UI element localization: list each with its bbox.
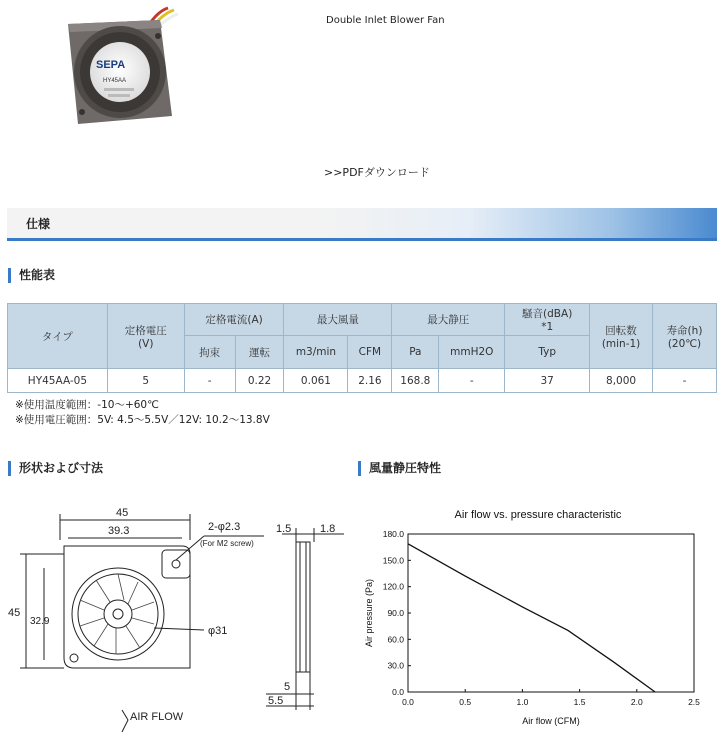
dim-diameter: φ31 (208, 625, 228, 637)
dim-holes-note: (For M2 screw) (200, 539, 254, 548)
x-axis-label: Air flow (CFM) (522, 716, 580, 726)
shape-heading: 形状および寸法 (8, 461, 103, 476)
dim-side-a: 1.5 (276, 523, 292, 535)
note-temperature: ※使用温度範囲：-10～+60℃ (15, 399, 159, 411)
col-mmh2o: mmH2O (439, 336, 505, 369)
airflow-pressure-chart (360, 500, 716, 738)
note-voltage: ※使用電圧範囲：5V: 4.5～5.5V／12V: 10.2～13.8V (15, 414, 270, 426)
dim-thick-a: 5 (284, 681, 291, 693)
x-tick-label: 0.5 (459, 697, 472, 707)
dim-width: 45 (116, 507, 129, 519)
product-photo (48, 6, 184, 130)
x-tick-label: 1.0 (516, 697, 529, 707)
cell-cfm: 2.16 (348, 369, 392, 393)
performance-table (7, 303, 717, 393)
col-rpm: 回転数 (min-1) (590, 304, 653, 369)
cell-mmh2o: - (439, 369, 505, 393)
cell-run: 0.22 (235, 369, 284, 393)
product-title: Double Inlet Blower Fan (326, 15, 445, 26)
col-cfm: CFM (348, 336, 392, 369)
pdf-download-link[interactable]: >>PDFダウンロード (324, 166, 430, 179)
x-tick-label: 1.5 (573, 697, 586, 707)
col-max-airflow: 最大風量 (284, 304, 392, 336)
cell-voltage: 5 (107, 369, 184, 393)
col-life: 寿命(h) (20℃) (653, 304, 717, 369)
col-run: 運転 (235, 336, 284, 369)
spec-notes (15, 398, 270, 428)
dim-height: 45 (8, 607, 21, 619)
y-tick-label: 30.0 (387, 660, 404, 671)
y-tick-label: 120.0 (382, 581, 404, 592)
series-line (408, 544, 655, 692)
x-tick-label: 2.5 (688, 697, 700, 707)
dim-inner-width: 39.3 (108, 525, 130, 537)
y-tick-label: 180.0 (382, 529, 404, 539)
airflow-label: AIR FLOW (130, 711, 184, 723)
y-tick-label: 0.0 (392, 687, 404, 697)
chart-title: Air flow vs. pressure characteristic (454, 509, 622, 521)
cell-noise: 37 (505, 369, 590, 393)
cell-rpm: 8,000 (590, 369, 653, 393)
col-m3min: m3/min (284, 336, 348, 369)
dim-holes: 2-φ2.3 (208, 521, 241, 533)
dim-side-b: 1.8 (320, 523, 336, 535)
table-row (8, 369, 717, 393)
col-max-static: 最大静圧 (392, 304, 505, 336)
col-rated-current: 定格電流(A) (184, 304, 284, 336)
fan-label-brand: SEPA (96, 59, 126, 71)
cell-pa: 168.8 (392, 369, 439, 393)
dim-inner-height: 32.9 (30, 616, 50, 627)
dimension-drawing (4, 500, 356, 738)
col-typ: Typ (505, 336, 590, 369)
col-lock: 拘束 (184, 336, 235, 369)
plot-area (408, 534, 694, 692)
y-tick-label: 90.0 (387, 608, 404, 618)
chart-heading: 風量静圧特性 (358, 461, 441, 476)
spec-section-title: 仕様 (26, 217, 51, 231)
performance-heading: 性能表 (8, 268, 55, 283)
cell-m3min: 0.061 (284, 369, 348, 393)
col-type: タイプ (8, 304, 108, 369)
dim-thick-b: 5.5 (268, 695, 284, 707)
x-tick-label: 2.0 (630, 697, 643, 707)
x-tick-label: 0.0 (402, 697, 414, 707)
spec-section-band (7, 208, 717, 241)
cell-life: - (653, 369, 717, 393)
y-tick-label: 60.0 (387, 634, 404, 645)
cell-type: HY45AA-05 (8, 369, 108, 393)
col-pa: Pa (392, 336, 439, 369)
col-noise: 騒音(dBA) *1 (505, 304, 590, 336)
y-tick-label: 150.0 (382, 555, 404, 566)
y-axis-label: Air pressure (Pa) (364, 578, 374, 648)
fan-label-model: HY45AA (103, 78, 127, 84)
col-rated-voltage: 定格電圧 (V) (107, 304, 184, 369)
cell-lock: - (184, 369, 235, 393)
